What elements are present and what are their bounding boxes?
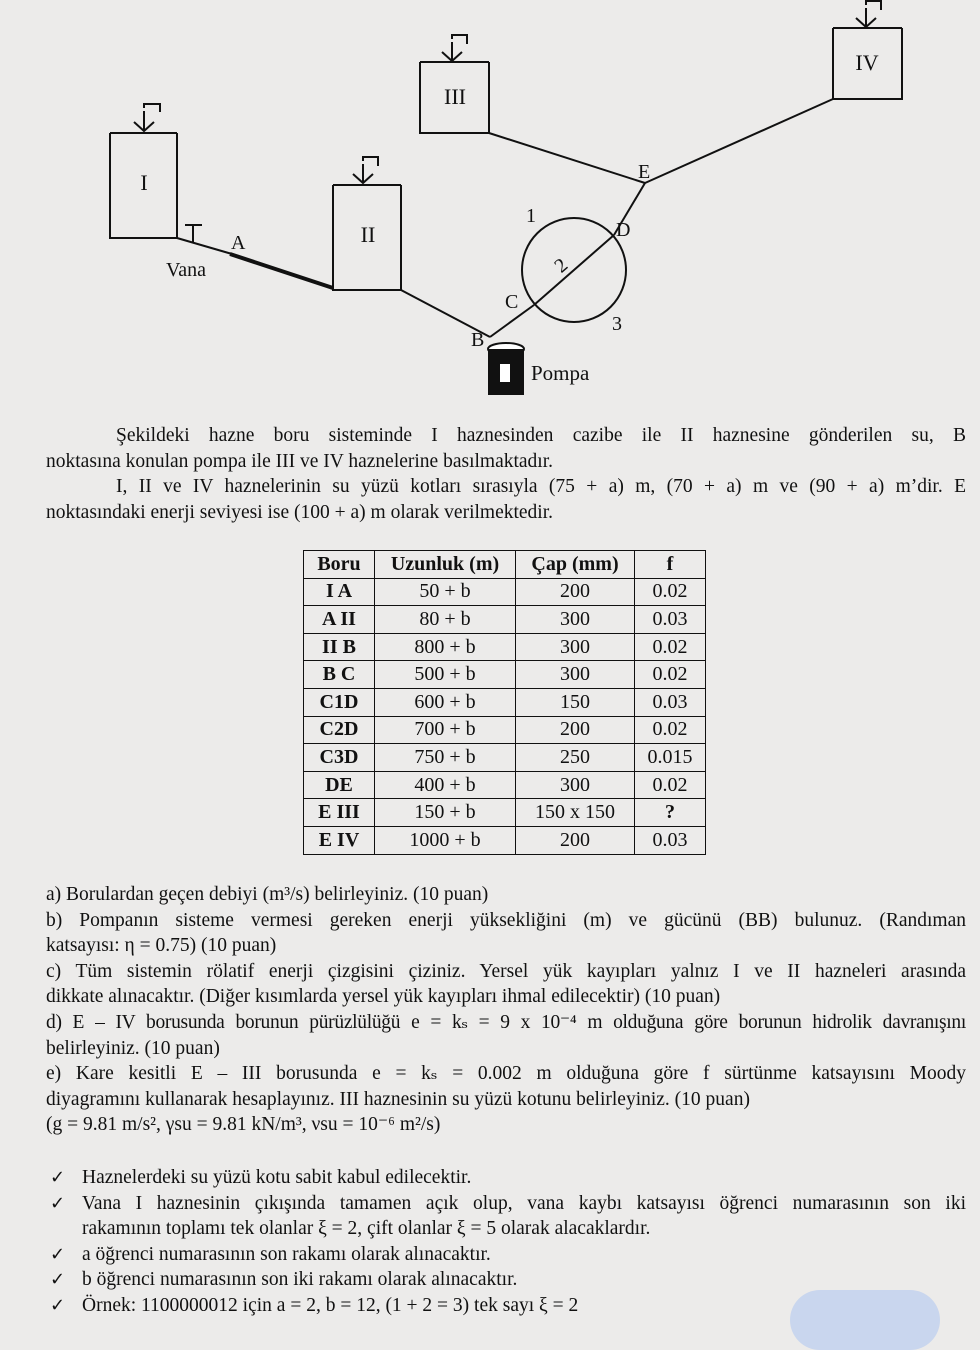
friction-cell: 0.02 [635,771,706,799]
check-icon: ✓ [50,1192,66,1214]
branch-1-label: 1 [526,205,536,227]
friction-cell: ? [635,799,706,827]
pipe-a-ii [230,254,333,288]
intro-p1-line1: Şekildeki hazne boru sisteminde I haznesinden cazibe ile II haznesine gönderilen su, B [116,425,966,446]
length-cell: 150 + b [375,799,516,827]
question-b-line1: b) Pompanın sisteme vermesi gereken enerji yüksekliğini (m) ve gücünü (BB) bulunuz. (Randıman [46,909,966,931]
diameter-cell: 200 [516,826,635,854]
length-cell: 50 + b [375,578,516,606]
friction-cell: 0.03 [635,826,706,854]
check-icon: ✓ [50,1243,66,1265]
note-5: Örnek: 1100000012 için a = 2, b = 12, (1 + 2 = 3) tek sayı ξ = 2 [82,1294,579,1316]
tank-ii-label: II [360,222,376,247]
questions-block [46,882,966,1138]
pipe-e-iv [645,99,833,183]
diameter-cell: 200 [516,578,635,606]
point-d-label: D [616,219,631,241]
table-row [304,744,706,772]
pipe-name-cell: C3D [304,744,375,772]
pipe-name-cell: DE [304,771,375,799]
header-cap: Çap (mm) [516,551,635,579]
note-4: b öğrenci numarasının son iki rakamı olarak alınacaktır. [82,1269,518,1291]
friction-cell: 0.015 [635,744,706,772]
note-3: a öğrenci numarasının son rakamı olarak alınacaktır. [82,1243,491,1265]
question-d-line1: d) E – IV borusunda borunun pürüzlülüğü e = kₛ = 9 x 10⁻⁴ m olduğuna göre borunun hidrolik davranışını [46,1011,966,1033]
friction-cell: 0.03 [635,688,706,716]
question-c-line2: dikkate alınacaktır. (Diğer kısımlarda yersel yük kayıpları ihmal edilecektir) (10 puan) [46,986,721,1008]
diameter-cell: 200 [516,716,635,744]
question-d-line2: belirleyiniz. (10 puan) [46,1037,220,1059]
question-c-line1: c) Tüm sistemin rölatif enerji çizgisini çiziniz. Yersel yük kayıpları yalnız I ve II hazneleri arasında [46,960,966,982]
pipe-name-cell: C1D [304,688,375,716]
friction-cell: 0.02 [635,633,706,661]
pipe-name-cell: C2D [304,716,375,744]
question-b-line2: katsayısı: η = 0.75) (10 puan) [46,935,277,957]
pipe-c2d [534,235,614,305]
pump-icon [488,343,524,395]
intro-paragraph-2 [46,474,966,526]
check-icon: ✓ [50,1294,66,1316]
length-cell: 400 + b [375,771,516,799]
friction-cell: 0.03 [635,606,706,634]
point-b-label: B [471,329,485,351]
diameter-cell: 150 x 150 [516,799,635,827]
length-cell: 500 + b [375,661,516,689]
length-cell: 750 + b [375,744,516,772]
length-cell: 700 + b [375,716,516,744]
table-header-row [304,551,706,579]
table-row [304,799,706,827]
valve-label: Vana [166,259,206,281]
pipe-name-cell: I A [304,578,375,606]
pipe-name-cell: E III [304,799,375,827]
tank-iii-label: III [444,84,466,109]
floating-button[interactable] [790,1290,940,1350]
note-2-line1: Vana I haznesinin çıkışında tamamen açık olup, vana kaybı katsayısı öğrenci numarasının son iki [82,1192,966,1214]
header-uzunluk: Uzunluk (m) [375,551,516,579]
branch-3-label: 3 [612,313,622,335]
pipe-name-cell: B C [304,661,375,689]
header-boru: Boru [304,551,375,579]
intro-p2-line2: noktasındaki enerji seviyesi ise (100 + a) m olarak verilmektedir. [46,502,554,523]
table-row [304,688,706,716]
length-cell: 80 + b [375,606,516,634]
length-cell: 600 + b [375,688,516,716]
table-row [304,771,706,799]
list-item [46,1165,966,1191]
diameter-cell: 150 [516,688,635,716]
header-f: f [635,551,706,579]
table-row [304,633,706,661]
table-row [304,578,706,606]
diameter-cell: 300 [516,606,635,634]
point-a-label: A [231,232,246,254]
diameter-cell: 300 [516,661,635,689]
table-row [304,661,706,689]
note-1: Haznelerdeki su yüzü kotu sabit kabul edilecektir. [82,1167,472,1188]
check-icon: ✓ [50,1167,66,1188]
table-row [304,826,706,854]
pipe-i-a [177,238,232,254]
diameter-cell: 250 [516,744,635,772]
point-e-label: E [638,161,651,183]
intro-p1-line2: noktasına konulan pompa ile III ve IV haznelerine basılmaktadır. [46,451,554,472]
diameter-cell: 300 [516,633,635,661]
question-a: a) Borulardan geçen debiyi (m³/s) belirleyiniz. (10 puan) [46,884,489,905]
friction-cell: 0.02 [635,578,706,606]
pipe-name-cell: E IV [304,826,375,854]
pipe-network-diagram [0,0,980,400]
table-row [304,606,706,634]
pipe-e-iii [489,133,645,183]
point-c-label: C [505,291,519,313]
question-e-line2: diyagramını kullanarak hesaplayınız. III haznesinin su yüzü kotunu belirleyiniz. (10 puan) [46,1088,750,1110]
friction-cell: 0.02 [635,716,706,744]
branch-2-label: 2 [550,254,573,278]
length-cell: 800 + b [375,633,516,661]
note-2-line2: rakamının toplamı tek olanlar ξ = 2, çift olanlar ξ = 5 olarak alacaklardır. [82,1218,651,1240]
pump-label: Pompa [531,361,590,385]
tank-iv-label: IV [855,50,879,75]
list-item [46,1242,966,1268]
question-e-line3: (g = 9.81 m/s², γsu = 9.81 kN/m³, νsu = 10⁻⁶ m²/s) [46,1114,441,1136]
length-cell: 1000 + b [375,826,516,854]
friction-cell: 0.02 [635,661,706,689]
tank-i-label: I [140,170,148,195]
table-row [304,716,706,744]
list-item [46,1191,966,1242]
pipe-name-cell: II B [304,633,375,661]
check-icon: ✓ [50,1269,66,1291]
question-e-line1: e) Kare kesitli E – III borusunda e = kₛ = 0.002 m olduğuna göre f sürtünme katsayısını Moody [46,1063,966,1085]
intro-p2-line1: I, II ve IV haznelerinin su yüzü kotları sırasıyla (75 + a) m, (70 + a) m ve (90 + a) m’dir. E [116,476,966,497]
pipe-name-cell: A II [304,606,375,634]
pipe-data-table [303,550,706,855]
diameter-cell: 300 [516,771,635,799]
intro-paragraph-1 [46,423,966,475]
